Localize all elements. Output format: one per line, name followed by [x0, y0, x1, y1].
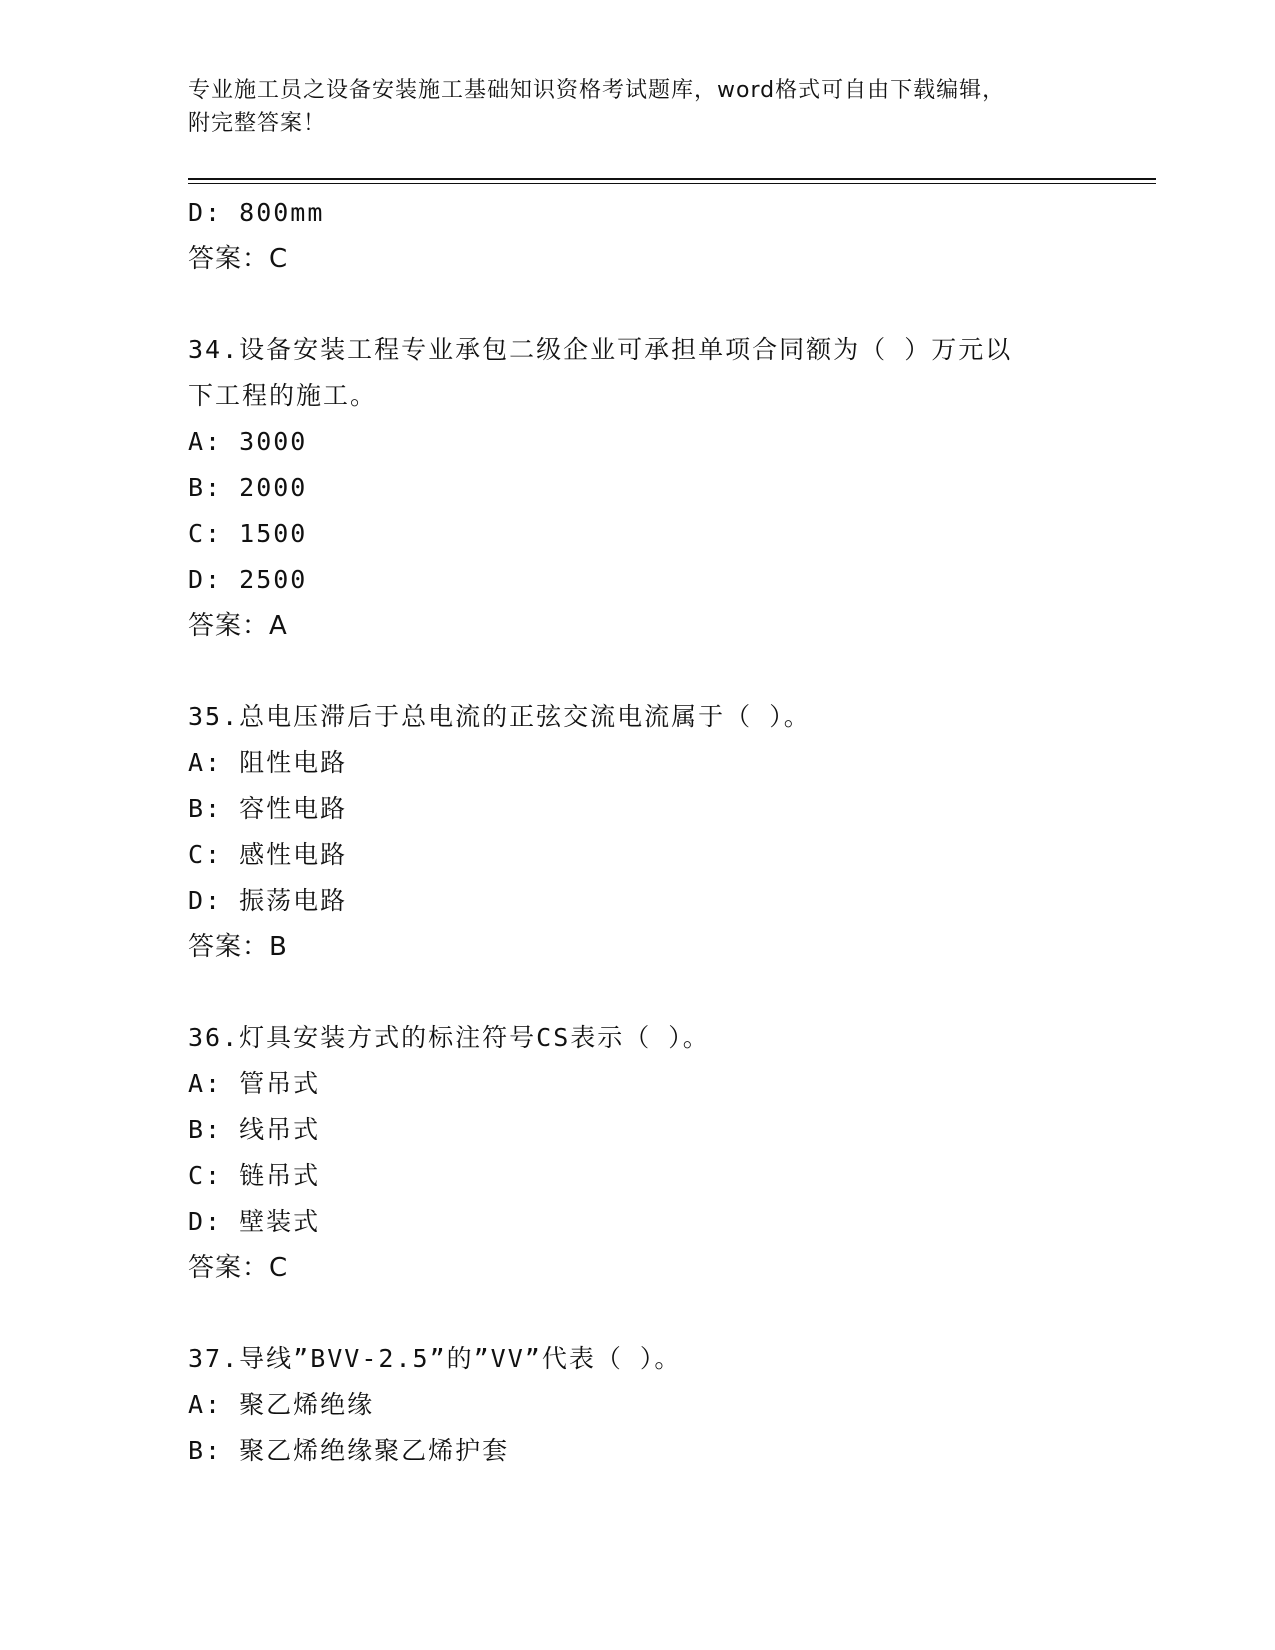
spacer	[188, 649, 1068, 694]
answer-line: 答案：B	[188, 932, 288, 962]
question-36	[188, 1015, 1068, 1291]
option-a: A: 管吊式	[188, 1069, 321, 1098]
option-b: B: 线吊式	[188, 1115, 321, 1144]
spacer	[188, 970, 1068, 1015]
header-line-2: 附完整答案！	[188, 111, 327, 136]
question-stem: 34.设备安装工程专业承包二级企业可承担单项合同额为（ ）万元以	[188, 335, 1013, 364]
question-stem: 36.灯具安装方式的标注符号CS表示（ ）。	[188, 1023, 710, 1052]
question-33-tail	[188, 190, 1068, 282]
option-d: D: 壁装式	[188, 1207, 321, 1236]
option-c: C: 感性电路	[188, 840, 348, 869]
option-d: D: 2500	[188, 565, 308, 594]
spacer	[188, 282, 1068, 327]
question-35	[188, 694, 1068, 970]
option-c: C: 1500	[188, 519, 308, 548]
option-a: A: 3000	[188, 427, 308, 456]
option-b: B: 聚乙烯绝缘聚乙烯护套	[188, 1436, 510, 1465]
option-a: A: 阻性电路	[188, 748, 348, 777]
option-d: D: 800mm	[188, 198, 325, 227]
question-stem: 35.总电压滞后于总电流的正弦交流电流属于（ ）。	[188, 702, 811, 731]
answer-line: 答案：C	[188, 244, 289, 274]
answer-line: 答案：C	[188, 1253, 289, 1283]
question-37	[188, 1336, 1068, 1474]
question-34	[188, 327, 1068, 649]
spacer	[188, 1291, 1068, 1336]
option-c: C: 链吊式	[188, 1161, 321, 1190]
answer-line: 答案：A	[188, 611, 288, 641]
header-line-1: 专业施工员之设备安装施工基础知识资格考试题库，word格式可自由下载编辑，	[188, 78, 1006, 103]
header-divider-thick	[188, 178, 1156, 180]
header-divider-thin	[188, 183, 1156, 184]
question-stem: 37.导线”BVV-2.5”的”VV”代表（ ）。	[188, 1344, 682, 1373]
document-header	[188, 74, 1068, 140]
option-b: B: 2000	[188, 473, 308, 502]
question-content	[188, 190, 1068, 1474]
question-stem-continued: 下工程的施工。	[188, 381, 378, 410]
option-b: B: 容性电路	[188, 794, 348, 823]
option-d: D: 振荡电路	[188, 886, 348, 915]
option-a: A: 聚乙烯绝缘	[188, 1390, 375, 1419]
